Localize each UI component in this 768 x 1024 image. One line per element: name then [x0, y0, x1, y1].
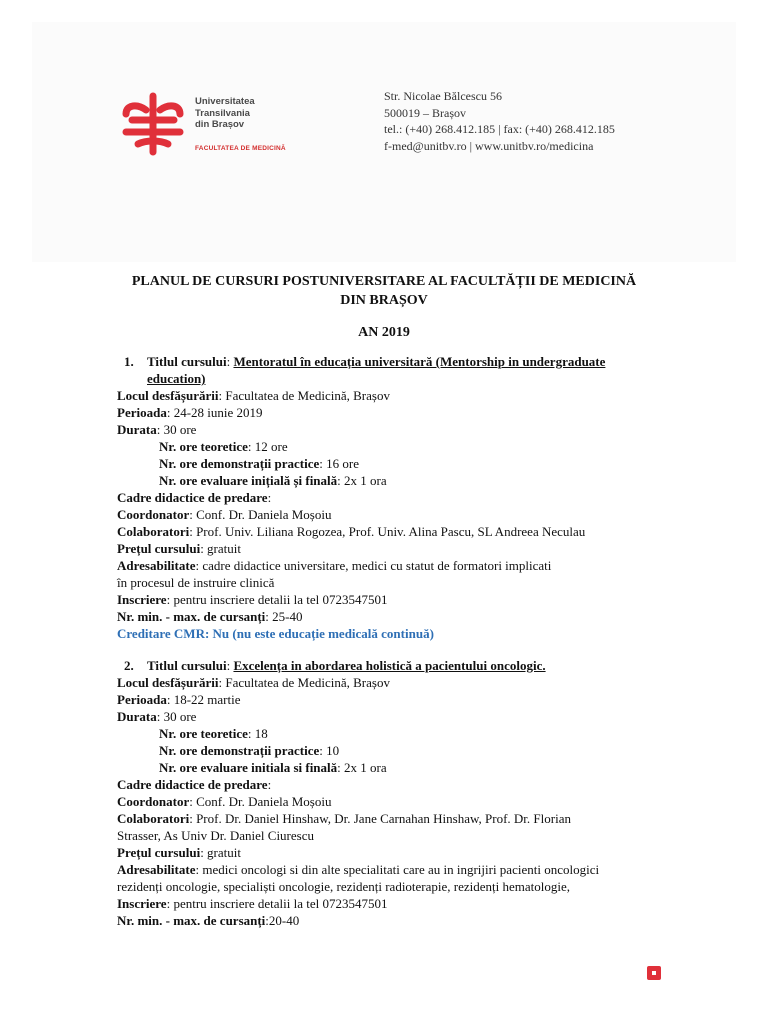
logo-line-3: din Brașov	[195, 119, 245, 130]
course-2-eval-hours: Nr. ore evaluare initiala si finală: 2x 1 ora	[159, 760, 387, 775]
course-1-title-cont: education)	[147, 371, 206, 386]
course-1-theory-hours: Nr. ore teoretice: 12 ore	[159, 439, 288, 454]
logo-line-1: Universitatea	[195, 96, 255, 107]
university-name	[195, 96, 255, 131]
course-1-eval-hours: Nr. ore evaluare inițială și finală: 2x 1 ora	[159, 473, 387, 488]
address-street: Str. Nicolae Bălcescu 56	[384, 89, 502, 103]
course-1-participants: Nr. min. - max. de cursanți: 25-40	[117, 609, 303, 624]
course-2-title: Titlul cursului: Excelența in abordarea holistică a pacientului oncologic.	[147, 658, 546, 673]
course-2-duration: Durata: 30 ore	[117, 709, 197, 724]
course-1-price: Prețul cursului: gratuit	[117, 541, 241, 556]
course-1-registration: Inscriere: pentru inscriere detalii la tel 0723547501	[117, 592, 388, 607]
university-logo-icon	[118, 92, 188, 156]
course-1-period: Perioada: 24-28 iunie 2019	[117, 405, 263, 420]
course-1-title: Titlul cursului: Mentoratul în educația universitară (Mentorship in undergraduate	[147, 354, 606, 369]
faculty-name: FACULTATEA DE MEDICINĂ	[195, 145, 286, 152]
course-2-audience: Adresabilitate: medici oncologi si din alte specialitati care au in ingrijiri pacienti oncologici	[117, 862, 600, 877]
doc-title-line-2: DIN BRAȘOV	[340, 293, 428, 308]
course-1-cmr-credit: Creditare CMR: Nu (nu este educație medicală continuă)	[117, 626, 434, 641]
course-2-participants: Nr. min. - max. de cursanți:20-40	[117, 913, 300, 928]
logo-line-2: Transilvania	[195, 107, 250, 119]
address-email-web: f-med@unitbv.ro | www.unitbv.ro/medicina	[384, 138, 594, 153]
course-2-coordinator: Coordonator: Conf. Dr. Daniela Moșoiu	[117, 794, 332, 809]
course-2-price: Prețul cursului: gratuit	[117, 845, 241, 860]
contact-address	[384, 88, 615, 154]
course-2-audience-cont: rezidenți oncologie, specialiști oncologie, rezidenți radioterapie, rezidenți hematologie,	[117, 879, 571, 894]
doc-year: AN 2019	[358, 325, 410, 340]
course-2-registration: Inscriere: pentru inscriere detalii la tel 0723547501	[117, 896, 388, 911]
course-2-teachers: Cadre didactice de predare:	[117, 777, 272, 792]
course-2-location: Locul desfășurării: Facultatea de Medicină, Brașov	[117, 675, 390, 690]
course-1-duration: Durata: 30 ore	[117, 422, 197, 437]
course-1-practice-hours: Nr. ore demonstrații practice: 16 ore	[159, 456, 360, 471]
course-2-theory-hours: Nr. ore teoretice: 18	[159, 726, 268, 741]
course-2-practice-hours: Nr. ore demonstrații practice: 10	[159, 743, 340, 758]
page-marker-icon[interactable]	[647, 966, 661, 980]
course-2-collaborators-cont: Strasser, As Univ Dr. Daniel Ciurescu	[117, 828, 314, 843]
doc-title-line-1: PLANUL DE CURSURI POSTUNIVERSITARE AL FACULTĂȚII DE MEDICINĂ	[131, 274, 637, 289]
address-phone: tel.: (+40) 268.412.185 | fax: (+40) 268.412.185	[384, 122, 615, 136]
course-1-number: 1.	[124, 354, 134, 369]
course-1-coordinator: Coordonator: Conf. Dr. Daniela Moșoiu	[117, 507, 332, 522]
course-1-location: Locul desfășurării: Facultatea de Medicină, Brașov	[117, 388, 390, 403]
course-2-collaborators: Colaboratori: Prof. Dr. Daniel Hinshaw, Dr. Jane Carnahan Hinshaw, Prof. Dr. Florian	[117, 811, 571, 826]
course-1-teachers: Cadre didactice de predare:	[117, 490, 272, 505]
course-2-number: 2.	[124, 658, 134, 673]
course-1-audience-cont: în procesul de instruire clinică	[117, 575, 275, 590]
course-1-audience: Adresabilitate: cadre didactice universitare, medici cu statut de formatori implicati	[117, 558, 552, 573]
course-2-period: Perioada: 18-22 martie	[117, 692, 241, 707]
course-1-collaborators: Colaboratori: Prof. Univ. Liliana Rogozea, Prof. Univ. Alina Pascu, SL Andreea Neculau	[117, 524, 586, 539]
address-city: 500019 – Brașov	[384, 105, 466, 120]
